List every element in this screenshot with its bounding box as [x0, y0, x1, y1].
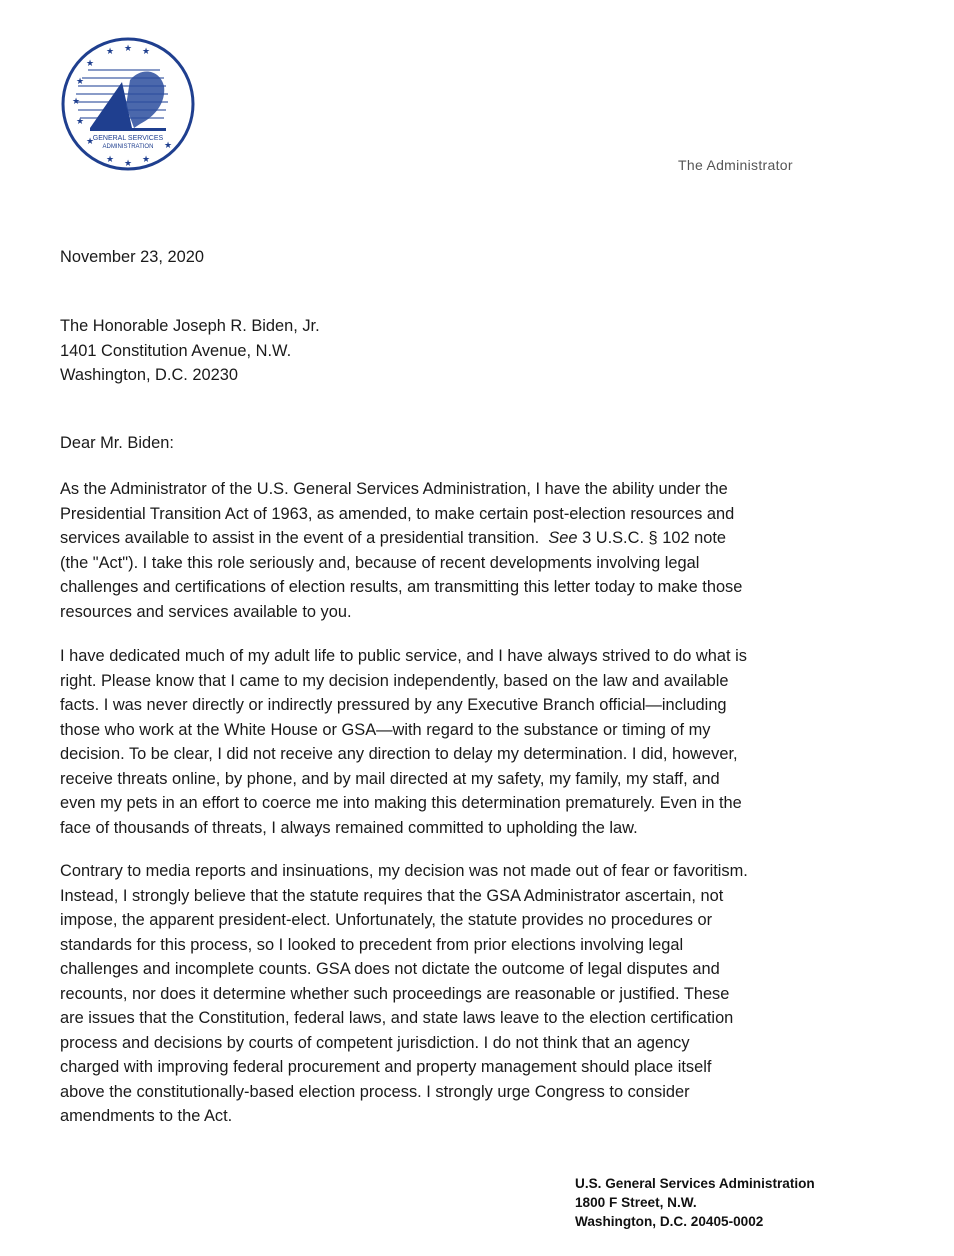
svg-text:ADMINISTRATION: ADMINISTRATION — [102, 144, 154, 150]
svg-text:★: ★ — [85, 137, 95, 147]
letter-date: November 23, 2020 — [60, 248, 204, 266]
text-line — [60, 526, 742, 551]
recipient-line: 1401 Constitution Avenue, N.W. — [60, 341, 292, 360]
svg-text:★: ★ — [105, 47, 115, 57]
text-line: those who work at the White House or GSA—with regard to the substance or timing of my — [60, 720, 711, 739]
text-line: amendments to the Act. — [60, 1107, 233, 1125]
paragraph-3 — [60, 859, 748, 1129]
text-line: receive threats online, by phone, and by mail directed at my safety, my family, my staff, and — [60, 769, 720, 788]
text-line: Presidential Transition Act of 1963, as amended, to make certain post-election resources and — [60, 504, 735, 523]
text-line: resources and services available to you. — [60, 602, 352, 621]
text-line: even my pets in an effort to coerce me into making this determination prematurely. Even in the — [60, 794, 742, 812]
svg-text:★: ★ — [123, 159, 133, 169]
text-line: challenges and certifications of election results, am transmitting this letter today to make those — [60, 578, 743, 596]
salutation: Dear Mr. Biden: — [60, 434, 174, 452]
recipient-line: Washington, D.C. 20230 — [60, 366, 238, 384]
text-line: right. Please know that I came to my decision independently, based on the law and available — [60, 671, 729, 690]
footer-line: U.S. General Services Administration — [575, 1176, 815, 1191]
office-title: The Administrator — [678, 157, 793, 173]
text-line: above the constitutionally-based election process. I strongly urge Congress to consider — [60, 1082, 690, 1101]
svg-text:★: ★ — [141, 47, 151, 57]
text-line: decision. To be clear, I did not receive any direction to delay my determination. I did, however, — [60, 745, 738, 763]
text-line: I have dedicated much of my adult life to public service, and I have always strived to do what is — [60, 647, 747, 665]
text-line: standards for this process, so I looked to precedent from prior elections involving legal — [60, 935, 684, 954]
text-line: process and decisions by courts of competent jurisdiction. I do not think that an agency — [60, 1033, 690, 1052]
text-segment: 3 U.S.C. § 102 note — [577, 529, 727, 547]
footer-address — [575, 1174, 815, 1231]
citation-signal: See — [548, 529, 578, 547]
text-line: charged with improving federal procurement and property management should place itself — [60, 1058, 712, 1076]
svg-text:★: ★ — [85, 59, 95, 69]
paragraph-2 — [60, 644, 747, 840]
text-line: As the Administrator of the U.S. General Services Administration, I have the ability under the — [60, 480, 728, 498]
svg-text:★: ★ — [163, 141, 173, 151]
recipient-address — [60, 314, 320, 388]
text-line: Contrary to media reports and insinuations, my decision was not made out of fear or favoritism. — [60, 862, 748, 880]
text-line: impose, the apparent president-elect. Unfortunately, the statute provides no procedures or — [60, 911, 713, 929]
svg-text:★: ★ — [105, 155, 115, 165]
svg-text:★: ★ — [141, 155, 151, 165]
svg-text:★: ★ — [123, 44, 133, 54]
text-line: facts. I was never directly or indirectly pressured by any Executive Branch official—including — [60, 696, 727, 714]
svg-text:★: ★ — [75, 117, 85, 127]
gsa-seal-logo — [60, 36, 196, 172]
footer-line: 1800 F Street, N.W. — [575, 1195, 697, 1210]
text-line: face of thousands of threats, I always remained committed to upholding the law. — [60, 818, 638, 837]
text-line: Instead, I strongly believe that the statute requires that the GSA Administrator ascertain, not — [60, 886, 724, 905]
svg-text:★: ★ — [75, 77, 85, 87]
svg-text:GENERAL SERVICES: GENERAL SERVICES — [92, 135, 164, 142]
recipient-line: The Honorable Joseph R. Biden, Jr. — [60, 317, 320, 335]
text-line: challenges and incomplete counts. GSA does not dictate the outcome of legal disputes and — [60, 960, 720, 978]
text-segment: services available to assist in the event of a presidential transition. — [60, 529, 549, 547]
svg-text:★: ★ — [71, 97, 81, 107]
text-line: (the "Act"). I take this role seriously and, because of recent developments involving legal — [60, 553, 700, 572]
text-line: are issues that the Constitution, federal laws, and state laws leave to the election certification — [60, 1009, 734, 1027]
footer-line: Washington, D.C. 20405-0002 — [575, 1214, 764, 1229]
paragraph-1 — [60, 477, 742, 624]
text-line: recounts, nor does it determine whether such proceedings are reasonable or justified. These — [60, 984, 730, 1003]
